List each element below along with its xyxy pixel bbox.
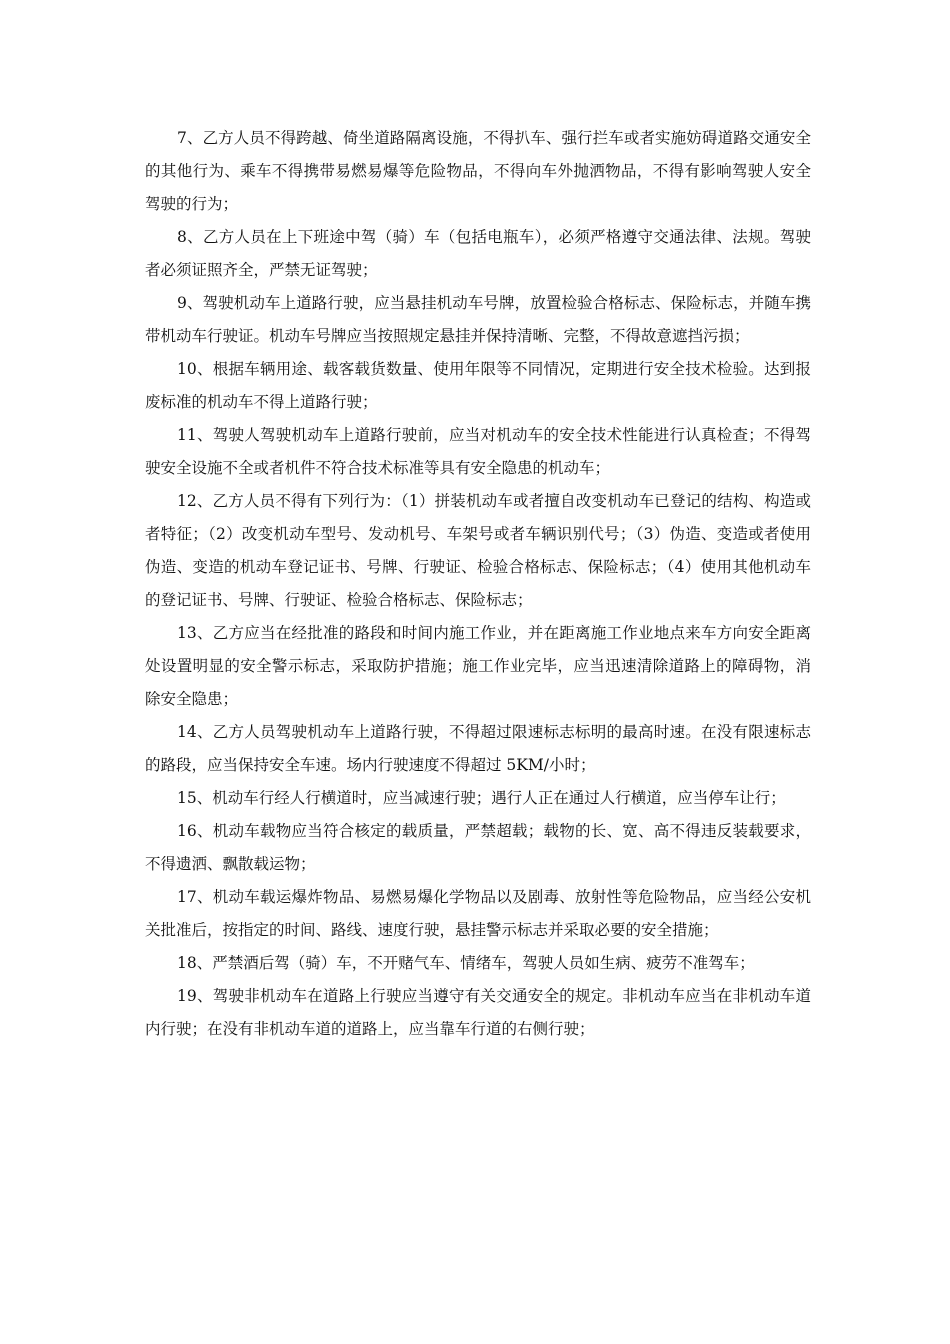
paragraph-13: 13、乙方应当在经批准的路段和时间内施工作业，并在距离施工作业地点来车方向安全距离处设置明显的安全警示标志，采取防护措施；施工作业完毕，应当迅速清除道路上的障碍物，消除安全隐患； bbox=[145, 624, 811, 708]
paragraph-14: 14、乙方人员驾驶机动车上道路行驶，不得超过限速标志标明的最高时速。在没有限速标志的路段，应当保持安全车速。场内行驶速度不得超过 5KM/小时； bbox=[145, 723, 811, 774]
document-body bbox=[145, 122, 811, 1046]
paragraph-16: 16、机动车载物应当符合核定的载质量，严禁超载；载物的长、宽、高不得违反装载要求，不得遗洒、飘散载运物； bbox=[145, 822, 811, 873]
paragraph-7: 7、乙方人员不得跨越、倚坐道路隔离设施，不得扒车、强行拦车或者实施妨碍道路交通安全的其他行为、乘车不得携带易燃易爆等危险物品，不得向车外抛洒物品，不得有影响驾驶人安全驾驶的行为； bbox=[145, 129, 811, 213]
paragraph-12: 12、乙方人员不得有下列行为：（1）拼装机动车或者擅自改变机动车已登记的结构、构造或者特征；（2）改变机动车型号、发动机号、车架号或者车辆识别代号；（3）伪造、变造或者使用伪造、变造的机动车登记证书、号牌、行驶证、检验合格标志、保险标志；（4）使用其他机动车的登记证书、号牌、行驶证、检验合格标志、保险标志； bbox=[145, 492, 811, 609]
paragraph-19: 19、驾驶非机动车在道路上行驶应当遵守有关交通安全的规定。非机动车应当在非机动车道内行驶；在没有非机动车道的道路上，应当靠车行道的右侧行驶； bbox=[145, 987, 811, 1038]
paragraph-17: 17、机动车载运爆炸物品、易燃易爆化学物品以及剧毒、放射性等危险物品，应当经公安机关批准后，按指定的时间、路线、速度行驶，悬挂警示标志并采取必要的安全措施； bbox=[145, 888, 811, 939]
paragraph-10: 10、根据车辆用途、载客载货数量、使用年限等不同情况，定期进行安全技术检验。达到报废标准的机动车不得上道路行驶； bbox=[145, 360, 811, 411]
paragraph-11: 11、驾驶人驾驶机动车上道路行驶前，应当对机动车的安全技术性能进行认真检查；不得驾驶安全设施不全或者机件不符合技术标准等具有安全隐患的机动车； bbox=[145, 426, 811, 477]
paragraph-18: 18、严禁酒后驾（骑）车，不开赌气车、情绪车，驾驶人员如生病、疲劳不准驾车； bbox=[177, 954, 755, 972]
paragraph-9: 9、驾驶机动车上道路行驶，应当悬挂机动车号牌，放置检验合格标志、保险标志，并随车携带机动车行驶证。机动车号牌应当按照规定悬挂并保持清晰、完整，不得故意遮挡污损； bbox=[145, 294, 811, 345]
paragraph-8: 8、乙方人员在上下班途中驾（骑）车（包括电瓶车），必须严格遵守交通法律、法规。驾驶者必须证照齐全，严禁无证驾驶； bbox=[145, 228, 811, 279]
paragraph-15: 15、机动车行经人行横道时，应当减速行驶；遇行人正在通过人行横道，应当停车让行； bbox=[177, 789, 786, 807]
